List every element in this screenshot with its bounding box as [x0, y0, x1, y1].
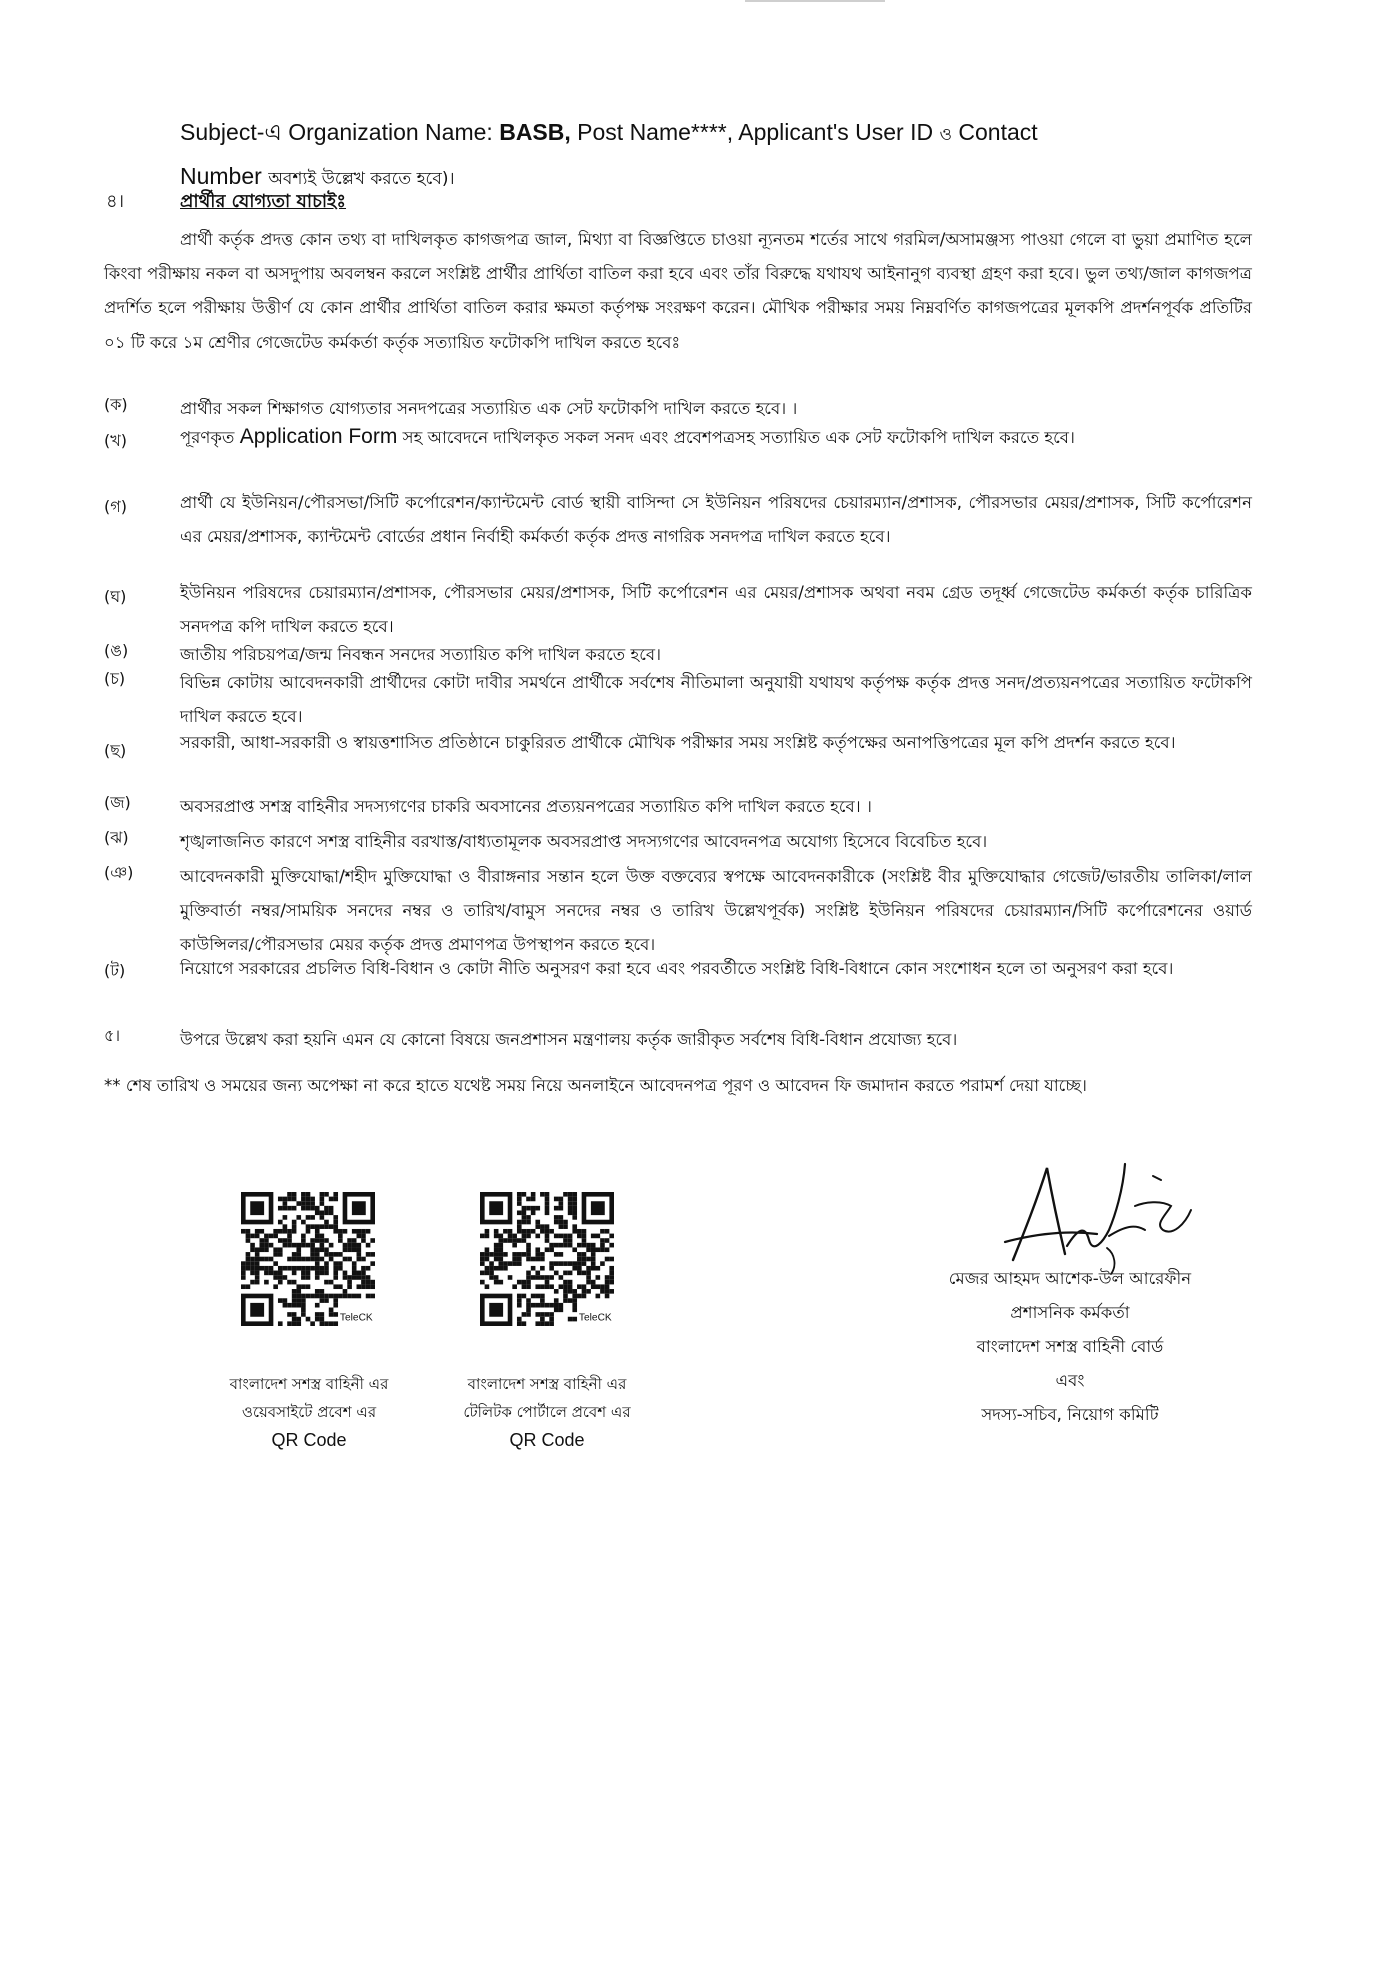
qr-code-image: [480, 1192, 614, 1326]
list-item-rest: সহ আবেদনে দাখিলকৃত সকল সনদ এবং প্রবেশপত্রসহ সত্যায়িত এক সেট ফটোকপি দাখিল করতে হবে।: [402, 428, 1075, 447]
qr-code-website: [241, 1192, 375, 1326]
subject-prefix: Subject-এ Organization Name:: [180, 119, 493, 145]
list-item-text: শৃঙ্খলাজনিত কারণে সশস্ত্র বাহিনীর বরখাস্ত/বাধ্যতামূলক অবসরপ্রাপ্ত সদস্যগণের আবেদনপত্র অযোগ্য হিসেবে বিবেচিত হবে।: [180, 832, 988, 851]
section-4-number: ৪।: [106, 191, 125, 212]
list-item-label: (জ): [104, 793, 131, 812]
handwritten-signature: [985, 1150, 1215, 1275]
svg-text:TeleCK: TeleCK: [578, 1312, 612, 1324]
signer-name: মেজর আহমদ আশেক-উল আরেফীন: [948, 1269, 1192, 1288]
signer-and: এবং: [1055, 1371, 1085, 1390]
qr-caption-teletalk: [427, 1370, 667, 1454]
subject-tail: অবশ্যই উল্লেখ করতে হবে)।: [268, 169, 455, 189]
signer-block: [900, 1262, 1240, 1432]
qr-caption-line3: QR Code: [271, 1430, 347, 1450]
list-item-text: বিভিন্ন কোটায় আবেদনকারী প্রার্থীদের কোটা দাবীর সমর্থনে প্রার্থীকে সর্বশেষ নীতিমালা অনুযায়ী যথাযথ কর্তৃপক্ষ কর্তৃক প্রদত্ত সনদ/প্রত্যয়নপত্রের সত্যায়িত ফটোকপি দাখিল করতে হবে।: [180, 673, 1252, 726]
list-item-label: (ঙ): [104, 641, 129, 660]
list-item-text: প্রার্থী যে ইউনিয়ন/পৌরসভা/সিটি কর্পোরেশন/ক্যান্টমেন্ট বোর্ড স্থায়ী বাসিন্দা সে ইউনিয়ন পরিষদের চেয়ারম্যান/প্রশাসক, পৌরসভার মেয়র/প্রশাসক, সিটি কর্পোরেশন এর মেয়র/প্রশাসক, ক্যান্টমেন্ট বোর্ডের প্রধান নির্বাহী কর্মকর্তা কর্তৃক প্রদত্ত নাগরিক সনদপত্র দাখিল করতে হবে।: [180, 493, 1252, 546]
qr-caption-line1: বাংলাদেশ সশস্ত্র বাহিনী এর: [229, 1375, 389, 1393]
section-4-intro: প্রার্থী কর্তৃক প্রদত্ত কোন তথ্য বা দাখিলকৃত কাগজপত্র জাল, মিথ্যা বা বিজ্ঞপ্তিতে চাওয়া ন্যূনতম শর্তের সাথে গরমিল/অসামঞ্জস্য পাওয়া গেলে বা ভুয়া প্রমাণিত হলে কিংবা পরীক্ষায় নকল বা অসদুপায় অবলম্বন করলে সংশ্লিষ্ট প্রার্থীর প্রার্থিতা বাতিল করা হবে এবং তাঁর বিরুদ্ধে যথাযথ আইনানুগ ব্যবস্থা গ্রহণ করা হবে। ভুল তথ্য/জাল কাগজপত্র প্রদর্শিত হলে পরীক্ষায় উত্তীর্ণ যে কোন প্রার্থীর প্রার্থিতা বাতিল করার ক্ষমতা কর্তৃপক্ষ সংরক্ষণ করেন। মৌখিক পরীক্ষার সময় নিম্নবর্ণিত কাগজপত্রের মূলকপি প্রদর্শনপূর্বক প্রতিটির ০১ টি করে ১ম শ্রেণীর গেজেটেড কর্মকর্তা কর্তৃক সত্যায়িত ফটোকপি দাখিল করতে হবেঃ: [104, 230, 1252, 352]
subject-contact: Contact: [958, 119, 1038, 145]
list-item-text: জাতীয় পরিচয়পত্র/জন্ম নিবন্ধন সনদের সত্যায়িত কপি দাখিল করতে হবে।: [180, 645, 662, 664]
list-item-text: ইউনিয়ন পরিষদের চেয়ারম্যান/প্রশাসক, পৌরসভার মেয়র/প্রশাসক, সিটি কর্পোরেশন এর মেয়র/প্রশাসক অথবা নবম গ্রেড তদূর্ধ্ব গেজেটেড কর্মকর্তা কর্তৃক চারিত্রিক সনদপত্র কপি দাখিল করতে হবে।: [180, 583, 1252, 636]
list-item-label: (ট): [104, 961, 126, 980]
list-item-label: (চ): [104, 669, 126, 688]
section-4-title: প্রার্থীর যোগ্যতা যাচাইঃ: [180, 191, 347, 212]
list-item-label: (ঞ): [104, 863, 134, 882]
signer-role: সদস্য-সচিব, নিয়োগ কমিটি: [981, 1405, 1159, 1424]
list-item-pre: পূরণকৃত: [180, 428, 235, 447]
list-item-label: (ঝ): [104, 828, 129, 847]
submission-advice-note: ** শেষ তারিখ ও সময়ের জন্য অপেক্ষা না করে হাতে যথেষ্ট সময় নিয়ে অনলাইনে আবেদনপত্র পূরণ ও আবেদন ফি জমাদান করতে পরামর্শ দেয়া যাচ্ছে।: [104, 1076, 1087, 1095]
subject-post-label: Post Name****,: [577, 119, 734, 145]
qr-caption-website: [189, 1370, 429, 1454]
list-item-text: সরকারী, আধা-সরকারী ও স্বায়ত্তশাসিত প্রতিষ্ঠানে চাকুরিরত প্রার্থীকে মৌখিক পরীক্ষার সময় সংশ্লিষ্ট কর্তৃপক্ষের অনাপত্তিপত্রের মূল কপি প্রদর্শন করতে হবে।: [180, 733, 1176, 752]
list-item-label: (গ): [104, 497, 127, 516]
subject-applicant: Applicant's User ID: [738, 119, 934, 145]
list-item-label: (ক): [104, 395, 128, 414]
signer-organization: বাংলাদেশ সশস্ত্র বাহিনী বোর্ড: [976, 1337, 1164, 1356]
signer-designation: প্রশাসনিক কর্মকর্তা: [1010, 1303, 1130, 1322]
qr-caption-line2: ওয়েবসাইটে প্রবেশ এর: [241, 1403, 377, 1421]
scan-edge-mark: [745, 0, 885, 2]
subject-number: Number: [180, 163, 262, 189]
list-item-text: আবেদনকারী মুক্তিযোদ্ধা/শহীদ মুক্তিযোদ্ধা ও বীরাঙ্গনার সন্তান হলে উক্ত বক্তব্যের স্বপক্ষে আবেদনকারীকে (সংশ্লিষ্ট বীর মুক্তিযোদ্ধার গেজেট/ভারতীয় তালিকা/লাল মুক্তিবার্তা নম্বর/সাময়িক সনদের নম্বর ও তারিখ/বামুস সনদের নম্বর ও তারিখ উল্লেখপূর্বক) সংশ্লিষ্ট ইউনিয়ন পরিষদের চেয়ারম্যান/সিটি কর্পোরেশনের ওয়ার্ড কাউন্সিলর/পৌরসভার মেয়র কর্তৃক প্রদত্ত প্রমাণপত্র উপস্থাপন করতে হবে।: [180, 867, 1252, 954]
section-5-number: ৫।: [104, 1026, 121, 1045]
list-item-text: প্রার্থীর সকল শিক্ষাগত যোগ্যতার সনদপত্রের সত্যায়িত এক সেট ফটোকপি দাখিল করতে হবে। ।: [180, 399, 798, 418]
qr-caption-line3: QR Code: [509, 1430, 585, 1450]
list-item-label: (খ): [104, 431, 127, 450]
list-item-label: (ঘ): [104, 587, 127, 606]
list-item-label: (ছ): [104, 741, 127, 760]
subject-org: BASB,: [499, 119, 571, 145]
qr-code-image: [241, 1192, 375, 1326]
qr-code-teletalk: [480, 1192, 614, 1326]
list-item-text: নিয়োগে সরকারের প্রচলিত বিধি-বিধান ও কোটা নীতি অনুসরণ করা হবে এবং পরবর্তীতে সংশ্লিষ্ট বিধি-বিধানে কোন সংশোধন হলে তা অনুসরণ করা হবে।: [180, 959, 1174, 978]
list-item-latin: Application Form: [239, 425, 398, 448]
section-5-text: উপরে উল্লেখ করা হয়নি এমন যে কোনো বিষয়ে জনপ্রশাসন মন্ত্রণালয় কর্তৃক জারীকৃত সর্বশেষ বিধি-বিধান প্রযোজ্য হবে।: [180, 1030, 958, 1049]
list-item-text: [180, 420, 1252, 455]
subject-conj: ও: [939, 125, 953, 145]
qr-caption-line2: টেলিটক পোর্টালে প্রবেশ এর: [463, 1403, 631, 1421]
svg-text:TeleCK: TeleCK: [339, 1312, 373, 1324]
list-item-text: অবসরপ্রাপ্ত সশস্ত্র বাহিনীর সদস্যগণের চাকরি অবসানের প্রত্যয়নপত্রের সত্যায়িত কপি দাখিল করতে হবে। ।: [180, 797, 872, 816]
qr-caption-line1: বাংলাদেশ সশস্ত্র বাহিনী এর: [467, 1375, 627, 1393]
